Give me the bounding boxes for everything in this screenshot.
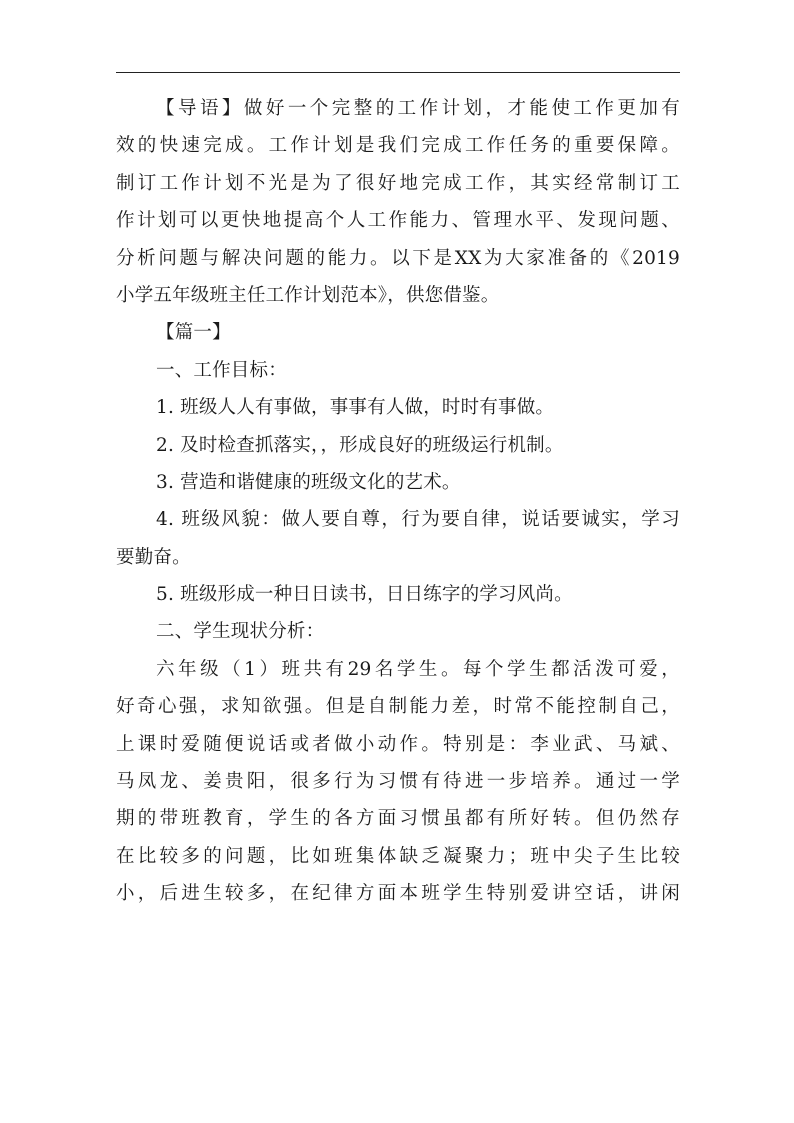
goal-item-1: 1. 班级人人有事做，事事有人做，时时有事做。 [156,397,555,419]
goal-item-3: 3. 营造和谐健康的班级文化的艺术。 [156,471,461,493]
intro-line-5: 分析问题与解决问题的能力。以下是XX为大家准备的《2019 [116,247,680,269]
intro-line-1: 【导语】做好一个完整的工作计划，才能使工作更加有 [156,98,680,119]
goal-item-2: 2. 及时检查抓落实，，形成良好的班级运行机制。 [156,434,564,456]
intro-line-2: 效的快速完成。工作计划是我们完成工作任务的重要保障。 [116,135,680,157]
section-heading-part-one: 【篇一】 [156,322,231,344]
heading-student-analysis: 二、学生现状分析： [156,621,325,643]
analysis-line-2: 好奇心强，求知欲强。但是自制能力差，时常不能控制自己， [116,696,680,718]
intro-line-6: 小学五年级班主任工作计划范本》，供您借鉴。 [116,284,500,306]
goal-item-4: 4. 班级风貌：做人要自尊，行为要自律，说话要诚实，学习 [156,509,680,531]
goal-item-5: 5. 班级形成一种日日读书，日日练字的学习风尚。 [156,584,573,606]
analysis-line-5: 期的带班教育，学生的各方面习惯虽都有所好转。但仍然存 [116,808,680,830]
analysis-line-4: 马凤龙、姜贵阳，很多行为习惯有待进一步培养。通过一学 [116,771,680,793]
analysis-line-1: 六年级（1）班共有29名学生。每个学生都活泼可爱， [156,658,680,680]
intro-line-4: 作计划可以更快地提高个人工作能力、管理水平、发现问题、 [116,210,680,232]
analysis-line-7: 小，后进生较多，在纪律方面本班学生特别爱讲空话，讲闲 [116,883,680,905]
analysis-line-6: 在比较多的问题，比如班集体缺乏凝聚力；班中尖子生比较 [116,845,680,867]
document-body [116,90,680,913]
analysis-line-3: 上课时爱随便说话或者做小动作。特别是：李业武、马斌、 [116,733,680,755]
header-rule [116,72,680,73]
heading-work-goals: 一、工作目标： [156,359,287,381]
goal-item-4-cont: 要勤奋。 [116,546,191,568]
intro-line-3: 制订工作计划不光是为了很好地完成工作，其实经常制订工 [116,172,680,194]
